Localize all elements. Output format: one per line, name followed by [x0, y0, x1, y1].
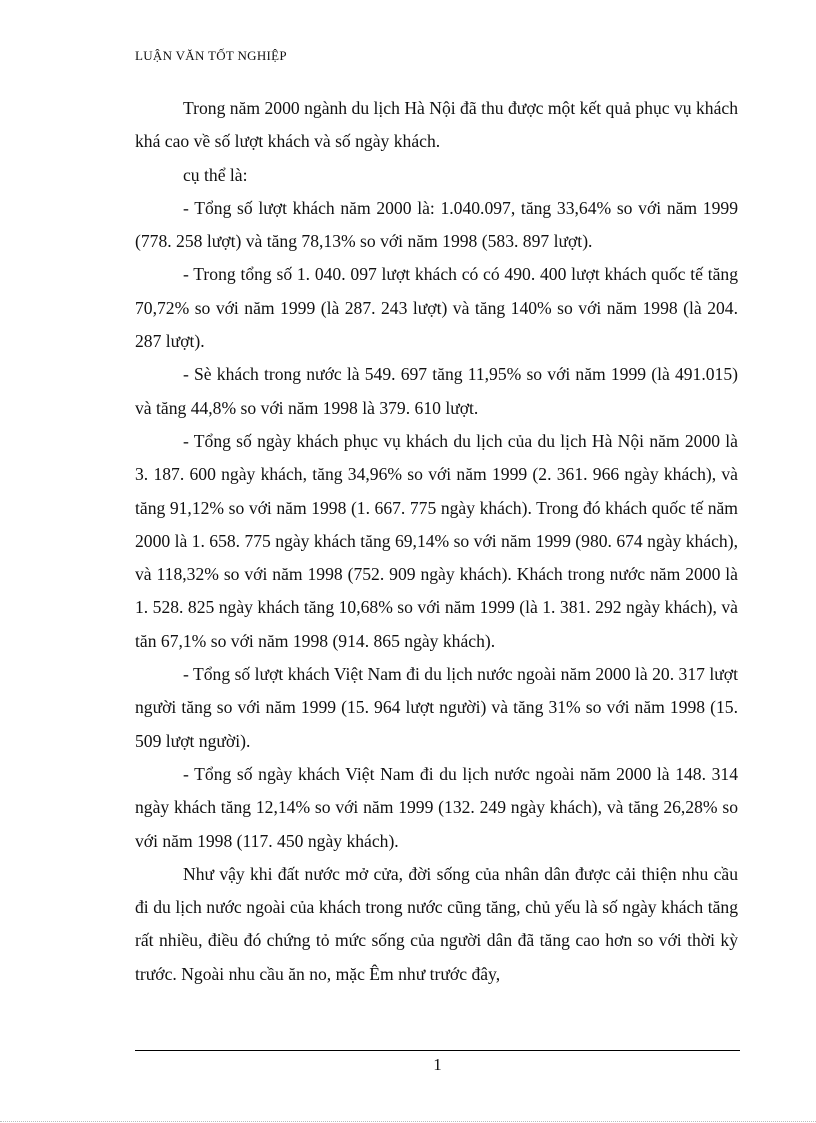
page-break-line — [0, 1121, 816, 1122]
paragraph-outbound-days: - Tổng số ngày khách Việt Nam đi du lịch nước ngoài năm 2000 là 148. 314 ngày khách tăng 12,14% so với năm 1999 (132. 249 ngày khách), và tăng 26,28% so với năm 1998 (117. 450 ngày khách). — [135, 763, 738, 851]
paragraph-outbound-visits: - Tổng số lượt khách Việt Nam đi du lịch nước ngoài năm 2000 là 20. 317 lượt người tăng so với năm 1999 (15. 964 lượt người) và tăng 31% so với năm 1998 (15. 509 lượt người). — [135, 664, 738, 751]
footer-divider — [135, 1050, 740, 1051]
paragraph-lead-in: cụ thể là: — [183, 164, 248, 185]
running-header: LUẬN VĂN TỐT NGHIỆP — [135, 48, 287, 63]
paragraph-international-visits: - Trong tổng số 1. 040. 097 lượt khách có có 490. 400 lượt khách quốc tế tăng 70,72% so với năm 1999 (là 287. 243 lượt) và tăng 140% so với năm 1998 (là 204. 287 lượt). — [135, 264, 738, 352]
paragraph-conclusion: Như vậy khi đất nước mở cửa, đời sống của nhân dân được cải thiện nhu cầu đi du lịch nước ngoài của khách trong nước cũng tăng, chủ yếu là số ngày khách tăng rất nhiều, điều đó chứng tỏ mức sống của người dân đã tăng cao hơn so với thời kỳ trước. Ngoài nhu cầu ăn no, mặc Êm như trước đây, — [135, 863, 738, 984]
paragraph-intro: Trong năm 2000 ngành du lịch Hà Nội đã thu được một kết quả phục vụ khách khá cao về số lượt khách và số ngày khách. — [135, 98, 738, 152]
paragraph-domestic-visits: - Sè khách trong nước là 549. 697 tăng 11,95% so với năm 1999 (là 491.015) và tăng 44,8% so với năm 1998 là 379. 610 lượt. — [135, 364, 738, 418]
paragraph-guest-days: - Tổng số ngày khách phục vụ khách du lịch của du lịch Hà Nội năm 2000 là 3. 187. 600 ngày khách, tăng 34,96% so với năm 1999 (2. 361. 966 ngày khách), và tăng 91,12% so với năm 1998 (1. 667. 775 ngày khách). Trong đó khách quốc tế năm 2000 là 1. 658. 775 ngày khách tăng 69,14% so với năm 1999 (980. 674 ngày khách), và 118,32% so với năm 1998 (752. 909 ngày khách). Khách trong nước năm 2000 là 1. 528. 825 ngày khách tăng 10,68% so với năm 1999 (là 1. 381. 292 ngày khách), và tăn 67,1% so với năm 1998 (914. 865 ngày khách). — [135, 430, 738, 651]
page-number: 1 — [433, 1055, 442, 1074]
body-text — [135, 92, 738, 991]
paragraph-total-visits: - Tổng số lượt khách năm 2000 là: 1.040.097, tăng 33,64% so với năm 1999 (778. 258 lượt) và tăng 78,13% so với năm 1998 (583. 897 lượt). — [135, 197, 738, 252]
